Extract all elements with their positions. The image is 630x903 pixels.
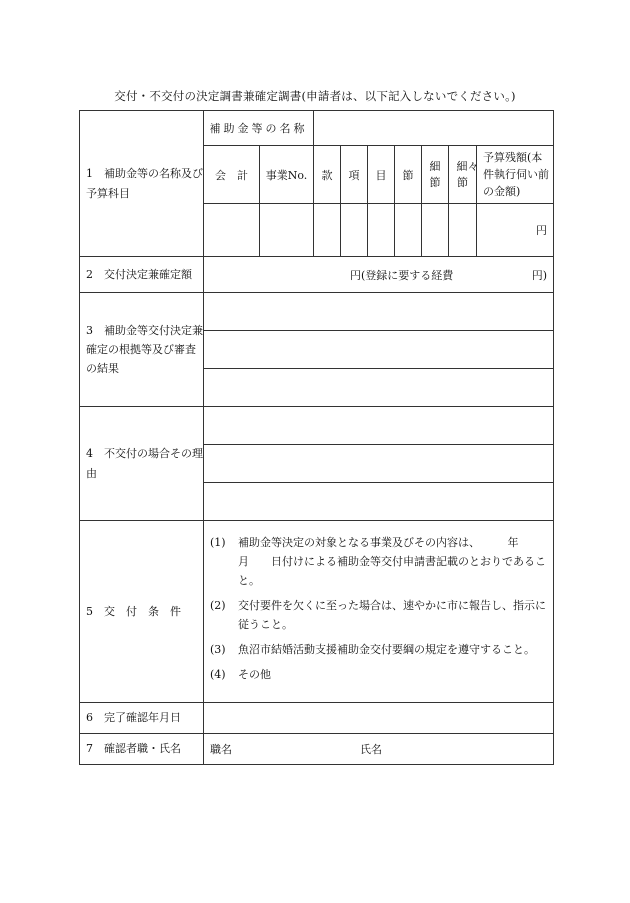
section1-number: 1 [86,166,93,180]
section3-line-2[interactable] [204,331,554,369]
subsidy-name-field[interactable] [314,111,554,146]
section3-number: 3 [86,324,93,337]
section3-line-3[interactable] [204,369,554,407]
grant-conditions [204,521,554,703]
section5-label-cell [80,521,204,703]
section4-line-3[interactable] [204,483,554,521]
col-setsu: 節 [395,146,422,204]
completion-date-field[interactable] [204,703,554,734]
section6-number: 6 [86,711,93,724]
section5-number: 5 [86,604,93,618]
confirmer-field[interactable] [204,734,554,765]
col-kou: 項 [341,146,368,204]
name-label: 氏名 [360,743,382,756]
section2-label: 交付決定兼確定額 [104,267,192,281]
section3-label-cell [80,293,204,407]
section7-label: 確認者職・氏名 [104,742,181,755]
col-saisaisetsu [449,146,477,204]
condition-item-1 [210,533,547,590]
input-saisetsu[interactable] [422,204,449,257]
section4-line-2[interactable] [204,445,554,483]
condition-4-number: (4) [210,668,226,681]
condition-1-number: (1) [210,536,226,549]
col-budget-remaining: 予算残額(本件執行伺い前の金額) [477,146,554,204]
job-title-label: 職名 [210,743,232,756]
section2-number: 2 [86,267,93,281]
section7-label-cell [80,734,204,765]
input-budget-remaining[interactable] [477,204,554,257]
condition-item-2 [210,596,547,634]
section4-label-cell [80,407,204,521]
col-moku: 目 [368,146,395,204]
condition-4-text: その他 [238,668,271,681]
col-saisetsu [422,146,449,204]
section1-label-cell [80,111,204,257]
col-saisaisetsu-text: 細々節 [456,159,479,189]
section5-label: 交 付 条 件 [104,604,181,618]
col-kan: 款 [314,146,341,204]
decision-amount-field[interactable] [204,257,554,293]
decision-amount-text: 円(登録に要する経費 [350,268,454,282]
input-moku[interactable] [368,204,395,257]
condition-item-3 [210,640,547,659]
condition-2-text: 交付要件を欠くに至った場合は、速やかに市に報告し、指示に従うこと。 [238,599,546,631]
section4-label: 不交付の場合その理由 [86,446,203,480]
section2-label-cell [80,257,204,293]
section3-line-1[interactable] [204,293,554,331]
condition-2-number: (2) [210,599,226,612]
section1-label: 補助金等の名称及び予算科目 [86,166,203,200]
input-kaikei[interactable] [204,204,260,257]
col-kaikei: 会 計 [204,146,260,204]
section4-line-1[interactable] [204,407,554,445]
input-jigyo-no[interactable] [260,204,314,257]
section6-label: 完了確認年月日 [104,711,181,724]
budget-yen-unit: 円 [536,224,548,237]
document-title: 交付・不交付の決定調書兼確定調書(申請者は、以下記入しないでください。) [114,89,516,103]
condition-3-number: (3) [210,643,226,656]
input-kan[interactable] [314,204,341,257]
condition-1-text: 補助金等決定の対象となる事業及びその内容は、 年 月 日付けによる補助金等交付申請書記載のとおりであること。 [238,536,546,587]
decision-amount-end: 円) [531,268,548,282]
condition-item-4 [210,665,547,684]
col-jigyo-no: 事業No. [260,146,314,204]
section6-label-cell [80,703,204,734]
input-saisaisetsu[interactable] [449,204,477,257]
input-kou[interactable] [341,204,368,257]
decision-form-table [79,110,554,765]
col-saisetsu-text: 細節 [429,159,441,189]
section7-number: 7 [86,742,93,755]
section3-label: 補助金等交付決定兼確定の根拠等及び審査の結果 [86,324,203,375]
section4-number: 4 [86,446,93,460]
condition-3-text: 魚沼市結婚活動支援補助金交付要綱の規定を遵守すること。 [238,643,535,656]
input-setsu[interactable] [395,204,422,257]
subsidy-name-label: 補助金等の名称 [204,111,314,146]
